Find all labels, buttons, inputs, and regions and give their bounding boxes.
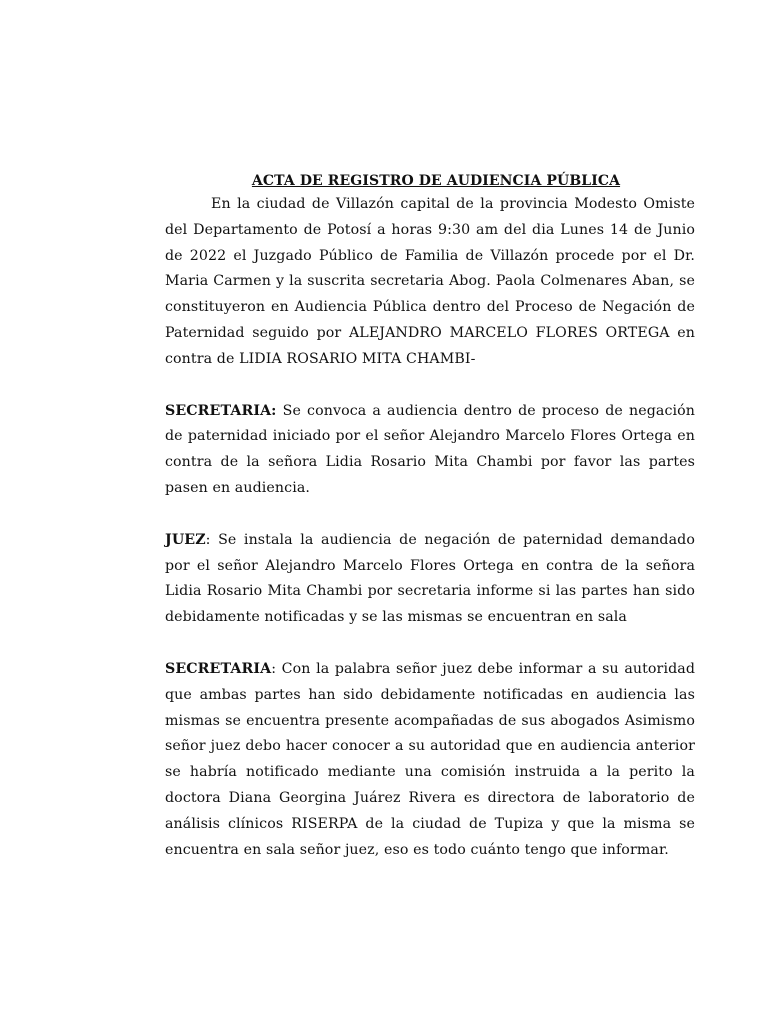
- speaker-label: SECRETARIA:: [165, 402, 277, 419]
- speaker-label: SECRETARIA: [165, 660, 272, 677]
- entry-text: Se convoca a audiencia dentro de proceso de negación de paternidad iniciado por el señor Alejandro Marcelo Flores Ortega en contra de la señora Lidia Rosario Mita Chambi por favor las partes pasen en audiencia.: [165, 402, 695, 496]
- entry-secretaria-1: [165, 399, 695, 502]
- paragraph-gap: [165, 502, 695, 528]
- paragraph-gap: [165, 373, 695, 399]
- entry-text: : Con la palabra señor juez debe informar a su autoridad que ambas partes han sido debidamente notificadas en audiencia las mismas se encuentra presente acompañadas de sus abogados Asimismo señor juez debo hacer conocer a su autoridad que en audiencia anterior se habría notificado mediante una comisión instruida a la perito la doctora Diana Georgina Juárez Rivera es directora de laboratorio de análisis clínicos RISERPA de la ciudad de Tupiza y que la misma se encuentra en sala señor juez, eso es todo cuánto tengo que informar.: [165, 660, 695, 858]
- paragraph-gap: [165, 631, 695, 657]
- document-title: ACTA DE REGISTRO DE AUDIENCIA PÚBLICA: [251, 173, 621, 189]
- document-body: [165, 170, 695, 863]
- intro-paragraph: En la ciudad de Villazón capital de la provincia Modesto Omiste del Departamento de Potosí a horas 9:30 am del dia Lunes 14 de Junio de 2022 el Juzgado Público de Familia de Villazón procede por el Dr. Maria Carmen y la suscrita secretaria Abog. Paola Colmenares Aban, se constituyeron en Audiencia Pública dentro del Proceso de Negación de Paternidad seguido por ALEJANDRO MARCELO FLORES ORTEGA en contra de LIDIA ROSARIO MITA CHAMBI-: [165, 196, 695, 367]
- entry-text: : Se instala la audiencia de negación de paternidad demandado por el señor Alejandro Marcelo Flores Ortega en contra de la señora Lidia Rosario Mita Chambi por secretaria informe si las partes han sido debidamente notificadas y se las mismas se encuentran en sala: [165, 531, 695, 626]
- entry-juez: [165, 528, 695, 631]
- entry-secretaria-2: [165, 657, 695, 863]
- speaker-label: JUEZ: [165, 531, 206, 548]
